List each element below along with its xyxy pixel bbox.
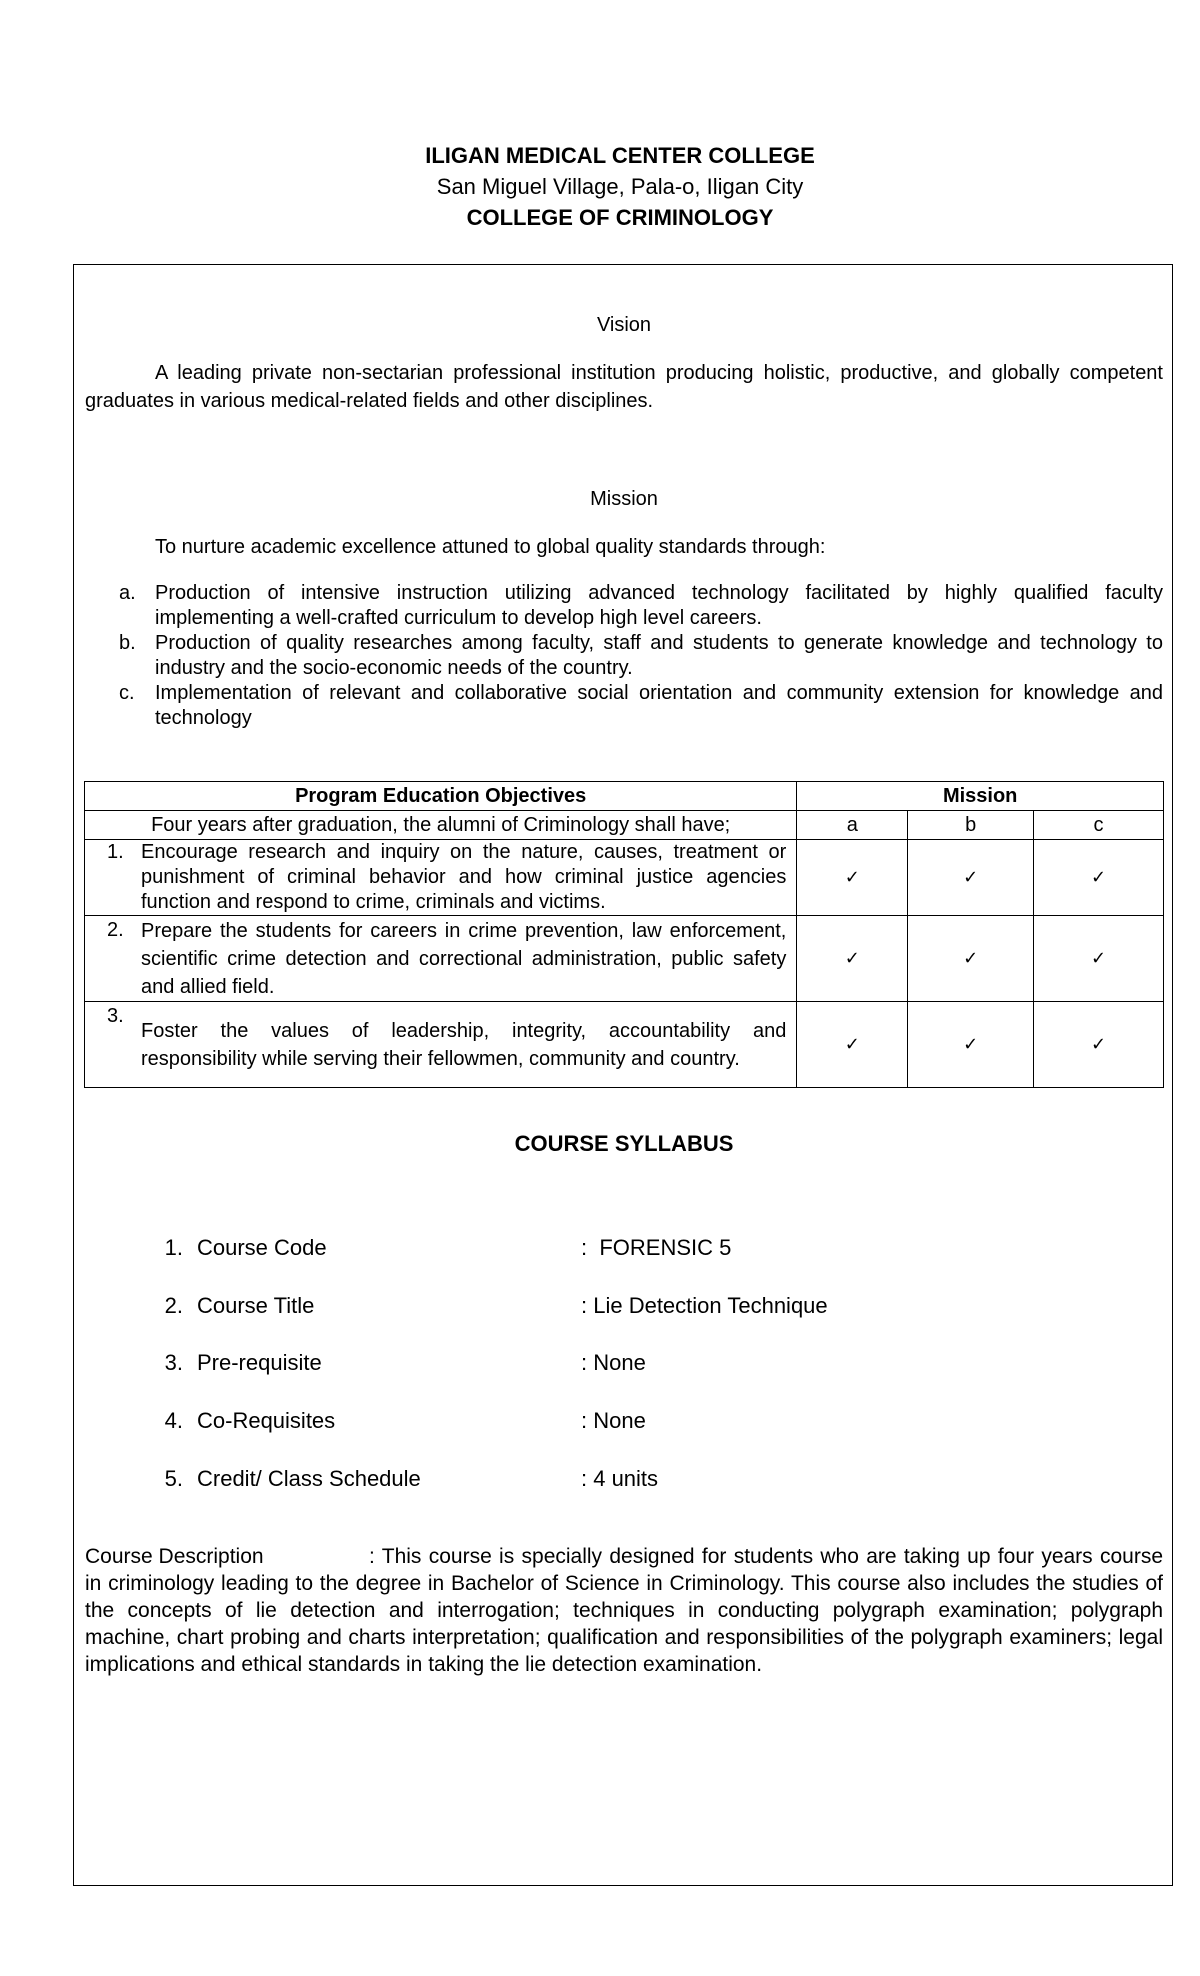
mission-section (85, 485, 1163, 731)
check-mark-icon: ✓ (1034, 1002, 1164, 1088)
course-item-label: Course Code (197, 1235, 327, 1260)
check-mark-icon: ✓ (908, 916, 1034, 1002)
course-item-number: 2. (164, 1293, 183, 1318)
objective-cell (85, 840, 797, 916)
mission-col-a: a (797, 811, 908, 840)
mission-list (85, 581, 1163, 731)
course-item-value: : FORENSIC 5 (581, 1235, 732, 1260)
course-description-label: Course Description (85, 1545, 264, 1568)
mission-item-letter: a. (119, 582, 136, 604)
mission-item-text: Production of intensive instruction utilizing advanced technology facilitated by highly qualified faculty implementing a well-crafted curriculum to develop high level careers. (155, 582, 1163, 629)
mission-item (85, 581, 1163, 631)
table-row (85, 916, 1164, 1002)
peo-subheader-row (85, 811, 1164, 840)
check-mark-icon: ✓ (797, 916, 908, 1002)
table-row (85, 1002, 1164, 1088)
peo-mission-header: Mission (797, 782, 1164, 811)
course-item-value: : None (581, 1408, 646, 1433)
content-frame (73, 264, 1173, 1886)
objective-text: Encourage research and inquiry on the nature, causes, treatment or punishment of criminal behavior and how criminal justice agencies function and respond to crime, criminals and victims. (141, 841, 787, 913)
mission-item-letter: b. (119, 632, 136, 654)
institution-address: San Miguel Village, Pala-o, Iligan City (436, 174, 804, 199)
mission-item (85, 631, 1163, 681)
objective-text: Prepare the students for careers in crime prevention, law enforcement, scientific crime detection and correctional administration, public safety and allied field. (141, 919, 787, 998)
document-header (0, 140, 1200, 233)
course-item-number: 5. (164, 1466, 183, 1491)
check-mark-icon: ✓ (1034, 916, 1164, 1002)
peo-header-row (85, 782, 1164, 811)
institution-name: ILIGAN MEDICAL CENTER COLLEGE (425, 143, 815, 168)
course-item-label: Co-Requisites (197, 1408, 336, 1433)
objective-number: 3. (107, 1005, 124, 1027)
course-item-label: Pre-requisite (197, 1350, 322, 1375)
course-item-value: : Lie Detection Technique (581, 1293, 828, 1318)
course-item-value: : None (581, 1350, 646, 1375)
course-item-label: Credit/ Class Schedule (197, 1466, 421, 1491)
course-item-number: 4. (164, 1408, 183, 1433)
objective-number: 1. (107, 841, 124, 863)
objective-cell (85, 1002, 797, 1088)
course-item-number: 3. (164, 1350, 183, 1375)
mission-item-letter: c. (119, 682, 135, 704)
check-mark-icon: ✓ (1034, 840, 1164, 916)
mission-col-b: b (908, 811, 1034, 840)
check-mark-icon: ✓ (908, 840, 1034, 916)
mission-item-text: Implementation of relevant and collaborative social orientation and community extension for knowledge and technology (155, 682, 1163, 729)
table-row (85, 840, 1164, 916)
check-mark-icon: ✓ (797, 1002, 908, 1088)
vision-text: A leading private non-sectarian professional institution producing holistic, productive, and globally competent graduates in various medical-related fields and other disciplines. (85, 362, 1163, 412)
mission-item (85, 681, 1163, 731)
course-item-label: Course Title (197, 1293, 315, 1318)
college-name: COLLEGE OF CRIMINOLOGY (466, 205, 774, 230)
objective-cell (85, 916, 797, 1002)
mission-title: Mission (590, 488, 658, 510)
mission-intro: To nurture academic excellence attuned to global quality standards through: (155, 536, 826, 558)
peo-subheader: Four years after graduation, the alumni of Criminology shall have; (85, 811, 797, 840)
vision-title: Vision (596, 314, 652, 336)
syllabus-title: COURSE SYLLABUS (514, 1131, 734, 1156)
peo-objectives-header: Program Education Objectives (85, 782, 797, 811)
course-item-number: 1. (164, 1235, 183, 1260)
course-description (85, 1543, 1163, 1678)
check-mark-icon: ✓ (908, 1002, 1034, 1088)
check-mark-icon: ✓ (797, 840, 908, 916)
objective-number: 2. (107, 919, 124, 941)
mission-col-c: c (1034, 811, 1164, 840)
course-description-text: : This course is specially designed for students who are taking up four years course in criminology leading to the degree in Bachelor of Science in Criminology. This course also includes the studies of the concepts of lie detection and interrogation; techniques in conducting polygraph examination; polygraph machine, chart probing and charts interpretation; qualification and responsibilities of the polygraph examiners; legal implications and ethical standards in taking the lie detection examination. (85, 1545, 1163, 1676)
peo-table (84, 781, 1164, 1088)
objective-text: Foster the values of leadership, integrity, accountability and responsibility while serving their fellowmen, community and country. (141, 1019, 787, 1070)
course-item-value: : 4 units (581, 1466, 659, 1491)
mission-item-text: Production of quality researches among faculty, staff and students to generate knowledge and technology to industry and the socio-economic needs of the country. (155, 632, 1163, 679)
vision-section (85, 311, 1163, 415)
